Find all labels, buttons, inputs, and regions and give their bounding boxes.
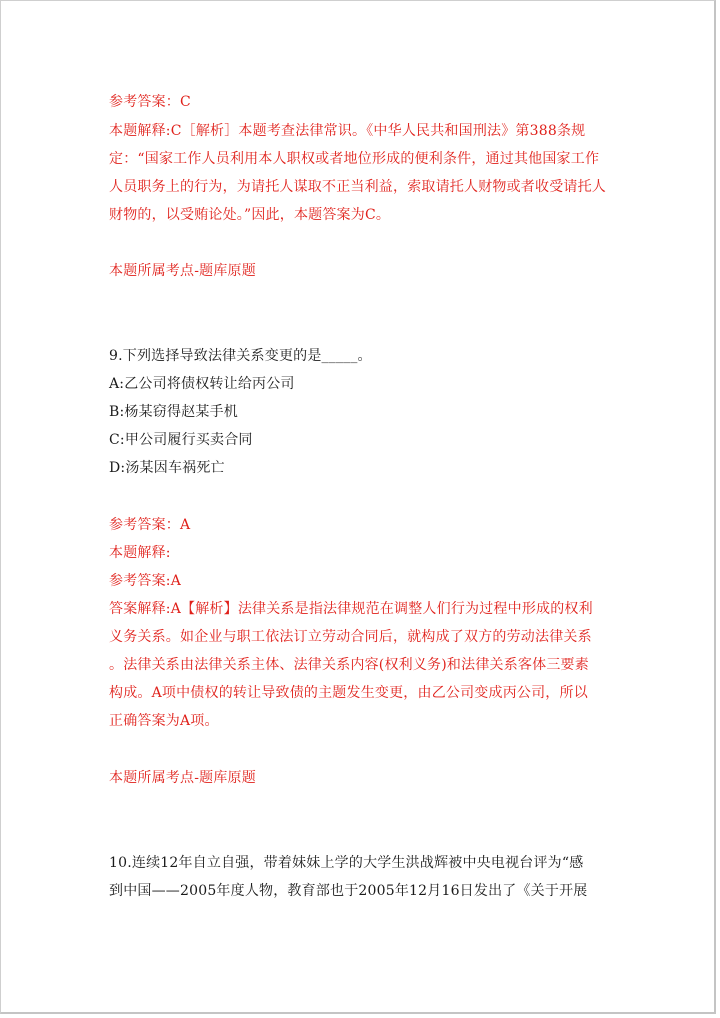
q8-explanation-line-4: 财物的，以受贿论处。”因此，本题答案为C。 xyxy=(109,207,391,223)
q9-option-d: D:汤某因车祸死亡 xyxy=(109,460,225,476)
q9-option-c: C:甲公司履行买卖合同 xyxy=(109,432,253,448)
q8-explanation-line-2: 定：“国家工作人员利用本人职权或者地位形成的便利条件，通过其他国家工作 xyxy=(109,151,600,167)
q9-option-b: B:杨某窃得赵某手机 xyxy=(109,404,239,420)
q9-explanation-line-1: 答案解释:A【解析】法律关系是指法律规范在调整人们行为过程中形成的权利 xyxy=(109,601,593,617)
q9-source-line: 本题所属考点-题库原题 xyxy=(109,770,256,786)
q9-question: 9.下列选择导致法律关系变更的是_____。 xyxy=(109,348,372,364)
q9-explanation-line-4: 构成。A项中债权的转让导致债的主题发生变更，由乙公司变成丙公司，所以 xyxy=(109,685,588,701)
q8-answer-line: 参考答案：C xyxy=(109,94,191,110)
q9-explanation-line-2: 义务关系。如企业与职工依法订立劳动合同后，就构成了双方的劳动法律关系 xyxy=(109,629,592,645)
q9-ref-answer: 参考答案:A xyxy=(109,573,182,589)
q8-explanation-line-1: 本题解释:C［解析］本题考查法律常识。《中华人民共和国刑法》第388条规 xyxy=(109,123,586,139)
q9-explanation-line-5: 正确答案为A项。 xyxy=(109,713,219,729)
q10-line-1: 10.连续12年自立自强，带着妹妹上学的大学生洪战辉被中央电视台评为“感 xyxy=(109,855,584,871)
q8-source-line: 本题所属考点-题库原题 xyxy=(109,263,256,279)
q8-explanation-line-3: 人员职务上的行为，为请托人谋取不正当利益，索取请托人财物或者收受请托人 xyxy=(109,179,606,195)
q9-explanation-line-3: 。法律关系由法律关系主体、法律关系内容(权利义务)和法律关系客体三要素 xyxy=(109,657,589,673)
q9-explanation-label: 本题解释: xyxy=(109,545,171,561)
q10-line-2: 到中国——2005年度人物，教育部也于2005年12月16日发出了《关于开展 xyxy=(109,883,588,899)
q9-option-a: A:乙公司将债权转让给丙公司 xyxy=(109,376,295,392)
q9-answer-line: 参考答案：A xyxy=(109,517,191,533)
